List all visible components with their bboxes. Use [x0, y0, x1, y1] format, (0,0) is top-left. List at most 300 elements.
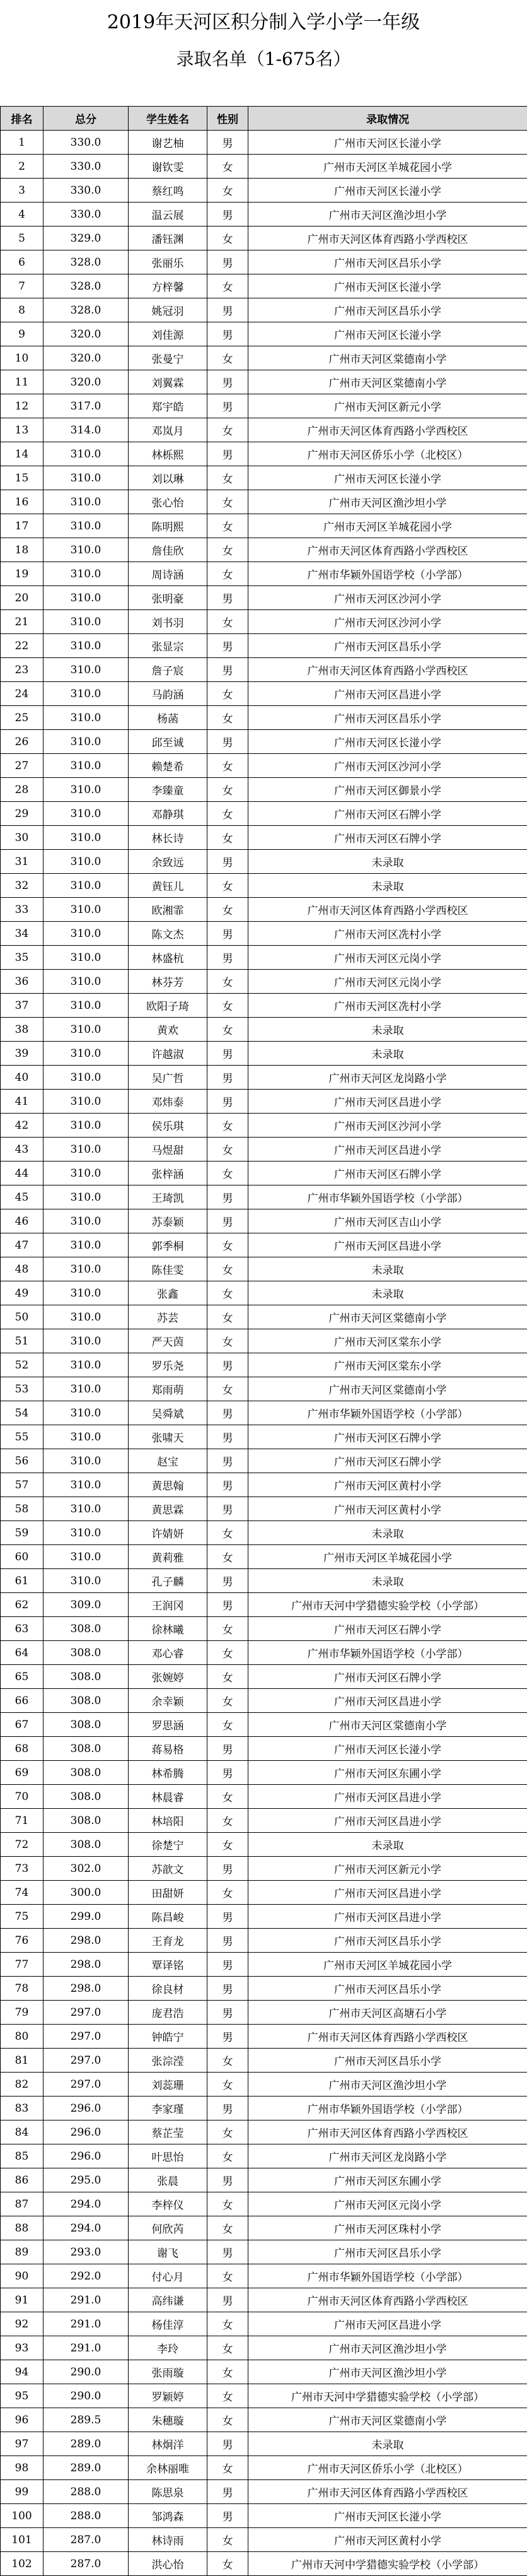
table-row [1, 1042, 527, 1066]
gender-cell: 女 [207, 2384, 248, 2408]
status-cell: 广州市天河区棠德南小学 [248, 1713, 527, 1737]
table-row [1, 179, 527, 203]
rank-cell: 86 [1, 2168, 43, 2192]
table-row [1, 1785, 527, 1809]
score-cell: 289.0 [43, 2456, 129, 2480]
score-cell: 330.0 [43, 131, 129, 155]
rank-cell: 21 [1, 610, 43, 634]
gender-cell: 女 [207, 2456, 248, 2480]
table-row [1, 946, 527, 970]
score-cell: 297.0 [43, 2001, 129, 2025]
status-cell: 广州市天河区石牌小学 [248, 802, 527, 826]
name-cell: 刘翼霖 [129, 370, 207, 394]
table-row [1, 394, 527, 418]
status-cell: 广州市天河区石牌小学 [248, 1162, 527, 1185]
gender-cell: 男 [207, 1497, 248, 1521]
rank-cell: 49 [1, 1281, 43, 1305]
rank-cell: 47 [1, 1233, 43, 1257]
gender-cell: 男 [207, 1425, 248, 1449]
name-cell: 李臻童 [129, 778, 207, 802]
table-row [1, 2025, 527, 2049]
name-cell: 黄思霖 [129, 1497, 207, 1521]
score-cell: 288.0 [43, 2504, 129, 2528]
rank-cell: 82 [1, 2073, 43, 2097]
gender-cell: 女 [207, 826, 248, 850]
score-cell: 298.0 [43, 1929, 129, 1953]
rank-cell: 64 [1, 1641, 43, 1665]
score-cell: 310.0 [43, 970, 129, 994]
gender-cell: 女 [207, 418, 248, 442]
status-cell: 广州市天河区昌乐小学 [248, 634, 527, 658]
score-cell: 310.0 [43, 466, 129, 490]
status-cell: 广州市天河区昌乐小学 [248, 706, 527, 730]
table-row [1, 1066, 527, 1090]
score-cell: 288.0 [43, 2480, 129, 2504]
rank-cell: 100 [1, 2504, 43, 2528]
table-row [1, 610, 527, 634]
gender-cell: 女 [207, 778, 248, 802]
name-cell: 庞君浩 [129, 2001, 207, 2025]
score-cell: 308.0 [43, 1737, 129, 1761]
name-cell: 田甜妍 [129, 1881, 207, 1905]
rank-cell: 55 [1, 1425, 43, 1449]
rank-cell: 13 [1, 418, 43, 442]
gender-cell: 男 [207, 1569, 248, 1593]
status-cell: 广州市天河区长湴小学 [248, 2504, 527, 2528]
status-cell: 广州市天河区长湴小学 [248, 179, 527, 203]
rank-cell: 102 [1, 2552, 43, 2576]
rank-cell: 56 [1, 1449, 43, 1473]
name-cell: 张明豪 [129, 586, 207, 610]
name-cell: 余林丽唯 [129, 2456, 207, 2480]
admission-table [0, 106, 527, 2576]
name-cell: 张淙滢 [129, 2049, 207, 2073]
header-student-name: 学生姓名 [129, 107, 207, 131]
rank-cell: 2 [1, 155, 43, 179]
score-cell: 289.5 [43, 2408, 129, 2432]
status-cell: 广州市天河区龙岗路小学 [248, 2144, 527, 2168]
name-cell: 洪心怡 [129, 2552, 207, 2576]
status-cell: 广州市天河区棠东小学 [248, 1353, 527, 1377]
name-cell: 蔡芷莹 [129, 2120, 207, 2144]
status-cell: 广州市天河区珠村小学 [248, 2216, 527, 2240]
rank-cell: 93 [1, 2336, 43, 2360]
rank-cell: 45 [1, 1185, 43, 1209]
name-cell: 詹佳欣 [129, 538, 207, 562]
rank-cell: 11 [1, 370, 43, 394]
score-cell: 308.0 [43, 1713, 129, 1737]
table-row [1, 370, 527, 394]
status-cell: 广州市天河区元岗小学 [248, 2192, 527, 2216]
rank-cell: 44 [1, 1162, 43, 1185]
table-row [1, 2264, 527, 2288]
score-cell: 310.0 [43, 1329, 129, 1353]
name-cell: 何欣芮 [129, 2216, 207, 2240]
score-cell: 310.0 [43, 1449, 129, 1473]
table-row [1, 586, 527, 610]
gender-cell: 男 [207, 250, 248, 274]
rank-cell: 80 [1, 2025, 43, 2049]
score-cell: 310.0 [43, 1353, 129, 1377]
document-subtitle: 录取名单（1-675名） [0, 35, 527, 72]
gender-cell: 女 [207, 2144, 248, 2168]
gender-cell: 女 [207, 1785, 248, 1809]
gender-cell: 女 [207, 1377, 248, 1401]
name-cell: 林盛杭 [129, 946, 207, 970]
header-gender: 性别 [207, 107, 248, 131]
table-row [1, 1569, 527, 1593]
table-row [1, 1233, 527, 1257]
name-cell: 邓静琪 [129, 802, 207, 826]
gender-cell: 男 [207, 2432, 248, 2456]
gender-cell: 男 [207, 946, 248, 970]
name-cell: 吴舜斌 [129, 1401, 207, 1425]
gender-cell: 女 [207, 874, 248, 898]
table-row [1, 2097, 527, 2120]
name-cell: 詹子宸 [129, 658, 207, 682]
table-row [1, 2384, 527, 2408]
score-cell: 310.0 [43, 514, 129, 538]
gender-cell: 女 [207, 1521, 248, 1545]
status-cell: 广州市天河区体育西路小学西校区 [248, 418, 527, 442]
gender-cell: 女 [207, 898, 248, 922]
status-cell: 未录取 [248, 1281, 527, 1305]
status-cell: 广州市天河区羊城花园小学 [248, 1545, 527, 1569]
rank-cell: 5 [1, 226, 43, 250]
table-row [1, 2168, 527, 2192]
rank-cell: 18 [1, 538, 43, 562]
table-row [1, 2312, 527, 2336]
rank-cell: 41 [1, 1090, 43, 1114]
rank-cell: 59 [1, 1521, 43, 1545]
score-cell: 310.0 [43, 610, 129, 634]
table-row [1, 874, 527, 898]
score-cell: 287.0 [43, 2528, 129, 2552]
table-row [1, 922, 527, 946]
table-row [1, 2120, 527, 2144]
rank-cell: 60 [1, 1545, 43, 1569]
rank-cell: 28 [1, 778, 43, 802]
rank-cell: 69 [1, 1761, 43, 1785]
status-cell: 广州市天河区新元小学 [248, 394, 527, 418]
gender-cell: 女 [207, 802, 248, 826]
status-cell: 广州市天河区侨乐小学（北校区） [248, 2456, 527, 2480]
name-cell: 朱穗璇 [129, 2408, 207, 2432]
score-cell: 310.0 [43, 1473, 129, 1497]
score-cell: 310.0 [43, 1521, 129, 1545]
table-row [1, 730, 527, 754]
status-cell: 广州市天河区体育西路小学西校区 [248, 2480, 527, 2504]
score-cell: 320.0 [43, 322, 129, 346]
status-cell: 广州市天河区昌进小学 [248, 2312, 527, 2336]
status-cell: 广州市天河区昌乐小学 [248, 250, 527, 274]
status-cell: 广州市天河区棠德南小学 [248, 2408, 527, 2432]
gender-cell: 男 [207, 1209, 248, 1233]
score-cell: 292.0 [43, 2264, 129, 2288]
gender-cell: 男 [207, 850, 248, 874]
table-row [1, 1833, 527, 1857]
table-row [1, 298, 527, 322]
table-row [1, 1953, 527, 1977]
rank-cell: 14 [1, 442, 43, 466]
table-row [1, 538, 527, 562]
status-cell: 广州市天河区冼村小学 [248, 922, 527, 946]
name-cell: 陈佳雯 [129, 1257, 207, 1281]
name-cell: 谢飞 [129, 2240, 207, 2264]
status-cell: 广州市天河区昌乐小学 [248, 2049, 527, 2073]
status-cell: 广州市天河区昌乐小学 [248, 2240, 527, 2264]
name-cell: 罗颖婷 [129, 2384, 207, 2408]
score-cell: 310.0 [43, 1425, 129, 1449]
gender-cell: 男 [207, 586, 248, 610]
table-row [1, 850, 527, 874]
gender-cell: 女 [207, 754, 248, 778]
table-row [1, 2360, 527, 2384]
score-cell: 300.0 [43, 1881, 129, 1905]
rank-cell: 39 [1, 1042, 43, 1066]
gender-cell: 男 [207, 1929, 248, 1953]
name-cell: 郑宇皓 [129, 394, 207, 418]
name-cell: 罗思涵 [129, 1713, 207, 1737]
table-row [1, 1737, 527, 1761]
status-cell: 广州市天河区昌乐小学 [248, 1929, 527, 1953]
score-cell: 308.0 [43, 1617, 129, 1641]
gender-cell: 女 [207, 1641, 248, 1665]
table-row [1, 1905, 527, 1929]
name-cell: 刘蕊珊 [129, 2073, 207, 2097]
status-cell: 广州市天河区体育西路小学西校区 [248, 2288, 527, 2312]
score-cell: 297.0 [43, 2025, 129, 2049]
rank-cell: 31 [1, 850, 43, 874]
rank-cell: 62 [1, 1593, 43, 1617]
status-cell: 未录取 [248, 1569, 527, 1593]
table-row [1, 1305, 527, 1329]
name-cell: 欧阳子琦 [129, 994, 207, 1018]
score-cell: 310.0 [43, 754, 129, 778]
score-cell: 310.0 [43, 730, 129, 754]
table-row [1, 1545, 527, 1569]
name-cell: 姚冠羽 [129, 298, 207, 322]
rank-cell: 40 [1, 1066, 43, 1090]
score-cell: 329.0 [43, 226, 129, 250]
rank-cell: 35 [1, 946, 43, 970]
name-cell: 张梓涵 [129, 1162, 207, 1185]
score-cell: 310.0 [43, 1569, 129, 1593]
rank-cell: 25 [1, 706, 43, 730]
score-cell: 314.0 [43, 418, 129, 442]
name-cell: 吴广哲 [129, 1066, 207, 1090]
rank-cell: 32 [1, 874, 43, 898]
name-cell: 杨佳淳 [129, 2312, 207, 2336]
status-cell: 广州市天河区长湴小学 [248, 466, 527, 490]
score-cell: 328.0 [43, 298, 129, 322]
rank-cell: 58 [1, 1497, 43, 1521]
score-cell: 310.0 [43, 850, 129, 874]
gender-cell: 女 [207, 2120, 248, 2144]
status-cell: 广州市天河区东圃小学 [248, 1761, 527, 1785]
score-cell: 308.0 [43, 1785, 129, 1809]
name-cell: 张曼宁 [129, 346, 207, 370]
name-cell: 张心怡 [129, 490, 207, 514]
table-row [1, 442, 527, 466]
score-cell: 310.0 [43, 1497, 129, 1521]
rank-cell: 50 [1, 1305, 43, 1329]
status-cell: 未录取 [248, 1521, 527, 1545]
gender-cell: 女 [207, 155, 248, 179]
score-cell: 310.0 [43, 490, 129, 514]
status-cell: 广州市天河区羊城花园小学 [248, 514, 527, 538]
gender-cell: 男 [207, 1761, 248, 1785]
rank-cell: 53 [1, 1377, 43, 1401]
name-cell: 陈昌峻 [129, 1905, 207, 1929]
name-cell: 林芬芳 [129, 970, 207, 994]
score-cell: 308.0 [43, 1689, 129, 1713]
header-score: 总分 [43, 107, 129, 131]
status-cell: 广州市天河区棠德南小学 [248, 1377, 527, 1401]
table-row [1, 2480, 527, 2504]
status-cell: 广州市天河区羊城花园小学 [248, 1953, 527, 1977]
name-cell: 邓岚月 [129, 418, 207, 442]
gender-cell: 男 [207, 298, 248, 322]
gender-cell: 女 [207, 538, 248, 562]
gender-cell: 女 [207, 2336, 248, 2360]
status-cell: 广州市天河区渔沙坦小学 [248, 203, 527, 226]
name-cell: 李玲 [129, 2336, 207, 2360]
table-row [1, 322, 527, 346]
name-cell: 陈明熙 [129, 514, 207, 538]
rank-cell: 96 [1, 2408, 43, 2432]
table-row [1, 2528, 527, 2552]
gender-cell: 男 [207, 1977, 248, 2001]
table-row [1, 1593, 527, 1617]
name-cell: 孔子麟 [129, 1569, 207, 1593]
table-row [1, 1761, 527, 1785]
score-cell: 308.0 [43, 1761, 129, 1785]
score-cell: 309.0 [43, 1593, 129, 1617]
gender-cell: 女 [207, 490, 248, 514]
gender-cell: 女 [207, 1162, 248, 1185]
score-cell: 290.0 [43, 2384, 129, 2408]
score-cell: 310.0 [43, 1401, 129, 1425]
table-row [1, 1473, 527, 1497]
score-cell: 310.0 [43, 1209, 129, 1233]
name-cell: 苏芸 [129, 1305, 207, 1329]
table-row [1, 2552, 527, 2576]
table-row [1, 970, 527, 994]
status-cell: 广州市天河区昌进小学 [248, 1905, 527, 1929]
table-row [1, 2001, 527, 2025]
table-row [1, 1665, 527, 1689]
table-row [1, 2456, 527, 2480]
gender-cell: 女 [207, 226, 248, 250]
score-cell: 310.0 [43, 538, 129, 562]
table-row [1, 2192, 527, 2216]
rank-cell: 20 [1, 586, 43, 610]
gender-cell: 女 [207, 706, 248, 730]
table-row [1, 2144, 527, 2168]
status-cell: 广州市华颖外国语学校（小学部） [248, 2264, 527, 2288]
status-cell: 广州市天河区昌进小学 [248, 1138, 527, 1162]
gender-cell: 男 [207, 658, 248, 682]
rank-cell: 68 [1, 1737, 43, 1761]
rank-cell: 26 [1, 730, 43, 754]
status-cell: 广州市天河区昌进小学 [248, 1809, 527, 1833]
status-cell: 未录取 [248, 1018, 527, 1042]
status-cell: 广州市天河区体育西路小学西校区 [248, 658, 527, 682]
table-body [1, 131, 527, 2576]
table-row [1, 1090, 527, 1114]
rank-cell: 23 [1, 658, 43, 682]
gender-cell: 男 [207, 1905, 248, 1929]
name-cell: 王润冈 [129, 1593, 207, 1617]
gender-cell: 男 [207, 1737, 248, 1761]
gender-cell: 女 [207, 2528, 248, 2552]
name-cell: 徐林曦 [129, 1617, 207, 1641]
table-row [1, 1257, 527, 1281]
name-cell: 马煜甜 [129, 1138, 207, 1162]
status-cell: 广州市天河区冼村小学 [248, 994, 527, 1018]
table-row [1, 2240, 527, 2264]
rank-cell: 89 [1, 2240, 43, 2264]
gender-cell: 男 [207, 1066, 248, 1090]
rank-cell: 42 [1, 1114, 43, 1138]
name-cell: 张丽乐 [129, 250, 207, 274]
gender-cell: 男 [207, 2240, 248, 2264]
score-cell: 310.0 [43, 442, 129, 466]
status-cell: 未录取 [248, 1257, 527, 1281]
gender-cell: 女 [207, 2264, 248, 2288]
status-cell: 未录取 [248, 2432, 527, 2456]
gender-cell: 女 [207, 1329, 248, 1353]
table-row [1, 1497, 527, 1521]
table-header-row [1, 107, 527, 131]
name-cell: 陈思泉 [129, 2480, 207, 2504]
gender-cell: 女 [207, 1713, 248, 1737]
score-cell: 310.0 [43, 706, 129, 730]
gender-cell: 男 [207, 2001, 248, 2025]
rank-cell: 43 [1, 1138, 43, 1162]
name-cell: 郭季桐 [129, 1233, 207, 1257]
gender-cell: 男 [207, 730, 248, 754]
status-cell: 广州市天河区昌乐小学 [248, 298, 527, 322]
gender-cell: 女 [207, 1545, 248, 1569]
status-cell: 广州市天河区棠德南小学 [248, 1305, 527, 1329]
score-cell: 310.0 [43, 874, 129, 898]
status-cell: 广州市天河区昌乐小学 [248, 1977, 527, 2001]
name-cell: 刘佳源 [129, 322, 207, 346]
status-cell: 广州市天河区石牌小学 [248, 1425, 527, 1449]
table-row [1, 274, 527, 298]
rank-cell: 16 [1, 490, 43, 514]
score-cell: 320.0 [43, 346, 129, 370]
score-cell: 328.0 [43, 250, 129, 274]
status-cell: 广州市天河区御景小学 [248, 778, 527, 802]
gender-cell: 女 [207, 2049, 248, 2073]
status-cell: 广州市天河区侨乐小学（北校区） [248, 442, 527, 466]
gender-cell: 女 [207, 1233, 248, 1257]
status-cell: 广州市天河区棠东小学 [248, 1329, 527, 1353]
status-cell: 广州市天河区沙河小学 [248, 610, 527, 634]
table-row [1, 1353, 527, 1377]
rank-cell: 94 [1, 2360, 43, 2384]
status-cell: 广州市天河区沙河小学 [248, 754, 527, 778]
score-cell: 296.0 [43, 2097, 129, 2120]
score-cell: 289.0 [43, 2432, 129, 2456]
status-cell: 广州市天河区长湴小学 [248, 730, 527, 754]
gender-cell: 男 [207, 394, 248, 418]
table-row [1, 1425, 527, 1449]
table-row [1, 826, 527, 850]
